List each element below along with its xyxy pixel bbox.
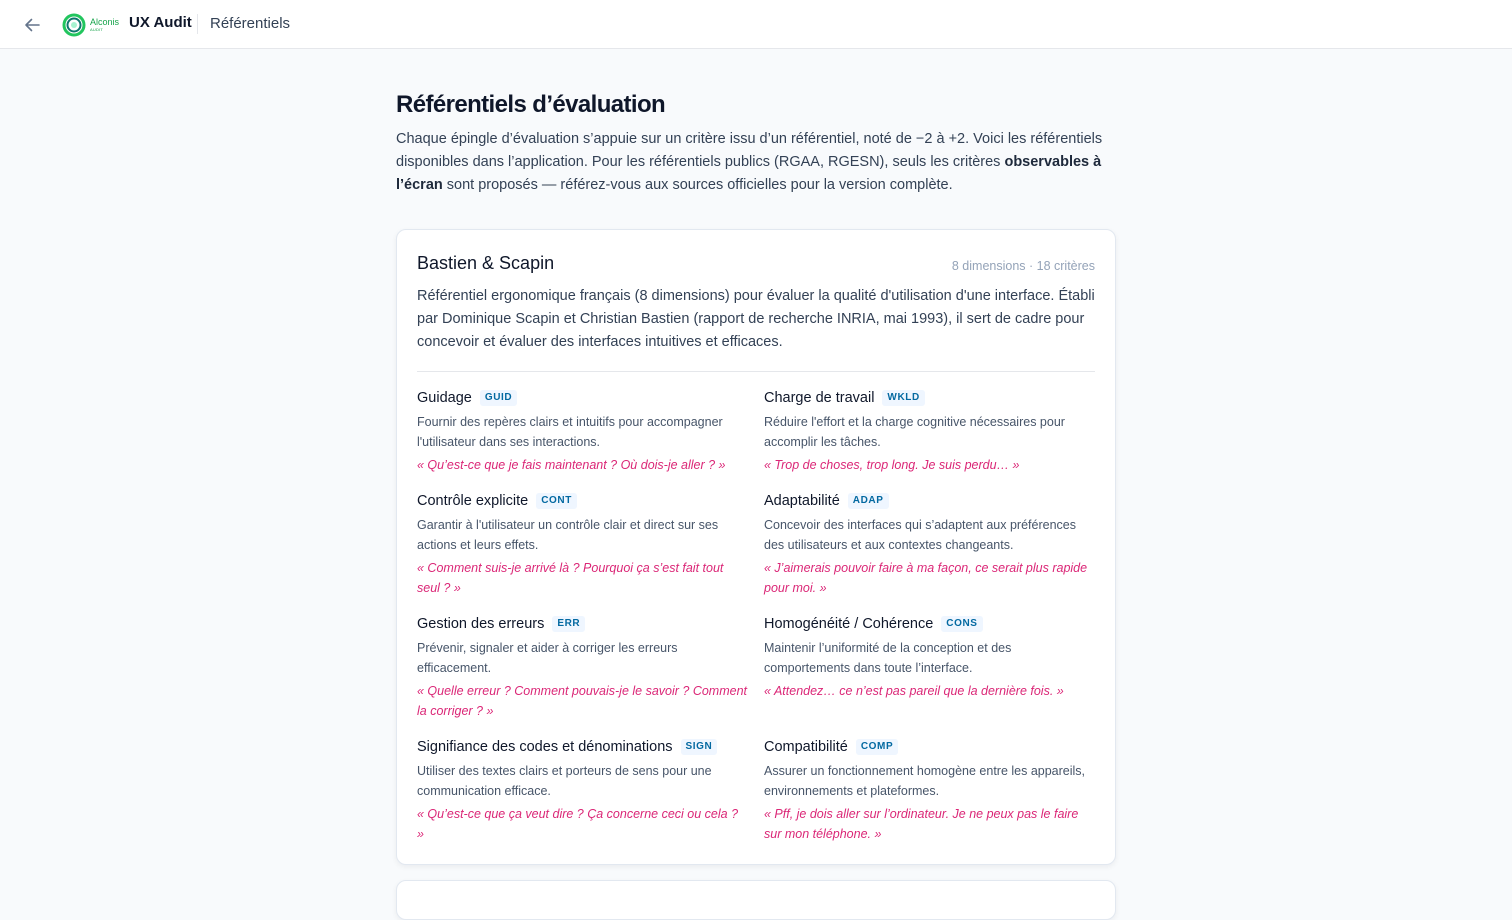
intro-text-1: Chaque épingle d’évaluation s’appuie sur un critère issu d’un référentiel, noté de −2 à +2. Voici les référentiels disponibles dans l’application. Pour les référentiels publics (RGAA, RGESN), seuls les critères (396, 131, 1103, 170)
top-bar (0, 0, 1512, 49)
criterion-quote: « Qu’est-ce que ça veut dire ? Ça concerne ceci ou cela ? » (417, 807, 739, 841)
back-button[interactable] (18, 11, 46, 39)
app-title: UX Audit (129, 14, 192, 31)
criterion-name: Adaptabilité (764, 493, 840, 509)
criterion-homogeneite-coherence (764, 615, 1094, 701)
criterion-signifiance (417, 738, 747, 844)
breadcrumb: Référentiels (210, 15, 291, 32)
criterion-quote: « Trop de choses, trop long. Je suis perdu… » (764, 458, 1020, 472)
criterion-code-badge: ERR (552, 616, 585, 632)
criterion-code-badge: SIGN (681, 739, 718, 755)
referential-meta: 8 dimensions · 18 critères (951, 259, 1095, 273)
criterion-name: Charge de travail (764, 390, 875, 406)
criterion-quote: « J’aimerais pouvoir faire à ma façon, ce serait plus rapide pour moi. » (764, 561, 1088, 595)
criterion-code-badge: ADAP (848, 493, 889, 509)
criterion-charge-de-travail (764, 389, 1094, 475)
header-divider (197, 14, 198, 34)
criterion-gestion-des-erreurs (417, 615, 747, 721)
intro-bold: observables à l’écran (396, 154, 1102, 193)
criterion-quote: « Comment suis-je arrivé là ? Pourquoi ça s’est fait tout seul ? » (417, 561, 724, 595)
criterion-description: Utiliser des textes clairs et porteurs de sens pour une communication efficace. (417, 764, 712, 798)
criterion-adaptabilite (764, 492, 1094, 598)
referential-title: Bastien & Scapin (417, 253, 555, 273)
page-intro (396, 128, 1116, 197)
app-logo[interactable] (62, 13, 119, 37)
criterion-code-badge: WKLD (882, 390, 924, 406)
criterion-description: Assurer un fonctionnement homogène entre les appareils, environnements et plateformes. (764, 764, 1086, 798)
criterion-quote: « Pff, je dois aller sur l’ordinateur. Je ne peux pas le faire sur mon téléphone. » (764, 807, 1079, 841)
intro-text-2: sont proposés — référez-vous aux sources officielles pour la version complète. (442, 177, 953, 193)
criterion-compatibilite (764, 738, 1094, 844)
page-title: Référentiels d’évaluation (396, 91, 666, 118)
criterion-quote: « Quelle erreur ? Comment pouvais-je le savoir ? Comment la corriger ? » (417, 684, 747, 718)
referential-card-next (396, 880, 1116, 920)
criterion-description: Fournir des repères clairs et intuitifs pour accompagner l'utilisateur dans ses interactions. (417, 415, 723, 449)
card-divider (417, 371, 1095, 372)
criterion-description: Prévenir, signaler et aider à corriger les erreurs efficacement. (417, 641, 678, 675)
criterion-guidage (417, 389, 747, 475)
criterion-name: Guidage (417, 390, 472, 406)
referential-card (396, 229, 1116, 865)
criterion-name: Compatibilité (764, 739, 848, 755)
criterion-name: Signifiance des codes et dénominations (417, 739, 673, 755)
criterion-description: Garantir à l'utilisateur un contrôle clair et direct sur ses actions et leurs effets. (417, 518, 719, 552)
criterion-quote: « Attendez… ce n’est pas pareil que la dernière fois. » (764, 684, 1064, 698)
criterion-code-badge: CONT (536, 493, 577, 509)
alconis-logo-icon (62, 13, 86, 37)
criterion-description: Concevoir des interfaces qui s’adaptent aux préférences des utilisateurs et aux contextes changeants. (764, 518, 1076, 552)
criterion-code-badge: GUID (480, 390, 517, 406)
arrow-left-icon (22, 15, 42, 35)
criterion-quote: « Qu’est-ce que je fais maintenant ? Où dois-je aller ? » (417, 458, 726, 472)
criterion-name: Homogénéité / Cohérence (764, 616, 934, 632)
logo-subtitle: AUDIT (90, 27, 103, 32)
referential-description: Référentiel ergonomique français (8 dimensions) pour évaluer la qualité d'utilisation d'une interface. Établi par Dominique Scapin et Christian Bastien (rapport de recherche INRIA, mai 1993), il sert de cadre pour concevoir et évaluer des interfaces intuitives et efficaces. (417, 288, 1095, 350)
criterion-name: Contrôle explicite (417, 493, 529, 509)
logo-name: Alconis (90, 17, 120, 27)
criterion-code-badge: CONS (941, 616, 982, 632)
criterion-code-badge: COMP (856, 739, 898, 755)
criterion-name: Gestion des erreurs (417, 616, 545, 632)
criterion-description: Maintenir l’uniformité de la conception et des comportements dans toute l’interface. (764, 641, 1012, 675)
criterion-controle-explicite (417, 492, 747, 598)
criterion-description: Réduire l'effort et la charge cognitive nécessaires pour accomplir les tâches. (764, 415, 1065, 449)
